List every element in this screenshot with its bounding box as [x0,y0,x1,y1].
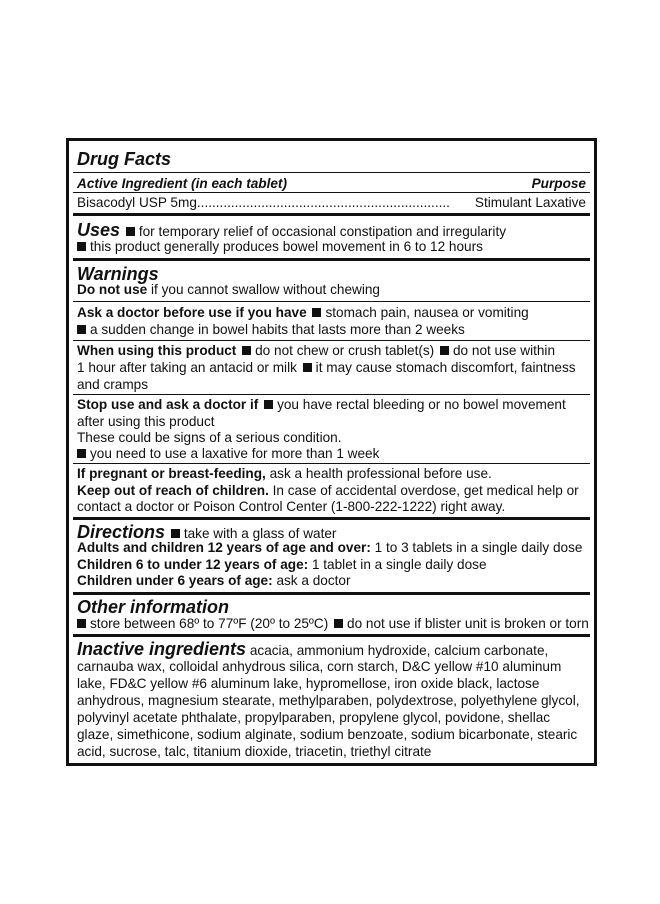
directions-heading: Directions [77,522,166,542]
bullet-square-icon [312,308,321,317]
directions-intro: take with a glass of water [183,526,337,541]
bullet-square-icon [77,242,86,251]
drug-facts-panel [66,138,597,766]
section-divider [73,592,590,595]
bullet-square-icon [77,325,86,334]
pregnant-row [77,465,586,482]
uses-item: this product generally produces bowel movement in 6 to 12 hours [90,239,483,254]
bullet-square-icon [440,346,449,355]
divider [73,192,590,193]
inactive-line: anhydrous, magnesium stearate, methylparaben, polydextrose, polyethylene glycol, [77,693,580,708]
section-divider [73,213,590,216]
active-ingredient-name: Bisacodyl USP 5mg [77,195,197,210]
uses-item: for temporary relief of occasional constipation and irregularity [138,224,507,239]
divider [73,172,590,173]
when-using-item-cont: and cramps [77,377,149,392]
ask-doctor-row-2 [77,321,586,338]
keep-out-row-1 [77,482,586,499]
inactive-row-1 [77,639,586,659]
stop-use-item: you need to use a laxative for more than 1 week [90,446,380,461]
when-using-item: do not chew or crush tablet(s) [255,343,435,358]
uses-line-2 [77,238,586,255]
pregnant-text: ask a health professional before use. [269,466,492,481]
bullet-square-icon [264,400,273,409]
do-not-use-label: Do not use [77,282,148,297]
directions-row [77,539,586,556]
active-ingredient-purpose: Stimulant Laxative [474,195,586,210]
directions-row-text: 1 to 3 tablets in a single daily dose [374,540,583,555]
stop-use-row-2 [77,413,586,430]
inactive-line: lake, FD&C yellow #6 aluminum lake, hypromellose, iron oxide black, lactose [77,676,540,691]
active-ingredient-header-row [77,175,586,192]
stop-use-row-4 [77,445,586,462]
stop-use-label: Stop use and ask a doctor if [77,397,259,412]
inactive-heading: Inactive ingredients [77,639,247,659]
directions-row-label: Adults and children 12 years of age and over: [77,540,371,555]
active-ingredient-header: Active Ingredient (in each tablet) [77,176,287,191]
uses-line-1 [77,220,586,240]
purpose-header: Purpose [531,176,586,191]
when-using-row-2 [77,359,586,376]
do-not-use-row [77,281,586,298]
directions-row-text: ask a doctor [276,573,351,588]
directions-row [77,556,586,573]
warnings-heading: Warnings [77,264,159,284]
bullet-square-icon [126,227,135,236]
inactive-line: polyvinyl acetate phthalate, propylparaben, propylene glycol, povidone, shellac [77,710,551,725]
pregnant-label: If pregnant or breast-feeding, [77,466,266,481]
bullet-square-icon [77,619,86,628]
inactive-line: carnauba wax, colloidal anhydrous silica, corn starch, D&C yellow #10 aluminum [77,659,562,674]
stop-use-item-cont: after using this product [77,414,215,429]
other-info-heading: Other information [77,597,229,617]
keep-out-label: Keep out of reach of children. [77,483,269,498]
when-using-row-3 [77,376,586,393]
uses-heading: Uses [77,220,121,240]
other-info-item: do not use if blister unit is broken or torn [347,616,589,631]
stop-use-note: These could be signs of a serious condition. [77,430,342,445]
stop-use-item: you have rectal bleeding or no bowel movement [277,397,566,412]
directions-row [77,572,586,589]
keep-out-text: In case of accidental overdose, get medical help or [272,483,579,498]
section-divider [73,258,590,261]
bullet-square-icon [334,619,343,628]
section-divider [73,517,590,520]
section-divider [73,634,590,637]
ask-doctor-label: Ask a doctor before use if you have [77,305,307,320]
stop-use-row-1 [77,396,586,413]
ask-doctor-item: a sudden change in bowel habits that lasts more than 2 weeks [90,322,465,337]
directions-row-text: 1 tablet in a single daily dose [311,557,487,572]
inactive-line: acid, sucrose, talc, titanium dioxide, triacetin, triethyl citrate [77,744,432,759]
dot-leader: ................................................................... [196,195,450,210]
divider [73,394,590,395]
other-info-item: store between 68º to 77ºF (20º to 25ºC) [90,616,329,631]
active-ingredient-row [77,194,586,211]
directions-row-label: Children under 6 years of age: [77,573,273,588]
bullet-square-icon [171,529,180,538]
keep-out-row-2: contact a doctor or Poison Control Center (1-800-222-1222) right away. [77,499,506,514]
directions-row-label: Children 6 to under 12 years of age: [77,557,309,572]
bullet-square-icon [77,449,86,458]
when-using-row-1 [77,342,586,359]
inactive-line: acacia, ammonium hydroxide, calcium carbonate, [249,643,549,658]
divider [73,463,590,464]
bullet-square-icon [242,346,251,355]
drug-facts-title: Drug Facts [77,149,172,169]
when-using-item: it may cause stomach discomfort, faintness [315,360,576,375]
when-using-item: do not use within [452,343,556,358]
divider [73,301,590,302]
do-not-use-text: if you cannot swallow without chewing [151,282,380,297]
other-info-row [77,615,589,632]
when-using-item-cont: 1 hour after taking an antacid or milk [77,360,297,375]
when-using-label: When using this product [77,343,237,358]
inactive-line: glaze, simethicone, sodium alginate, sodium benzoate, sodium bicarbonate, stearic [77,727,578,742]
divider [73,340,590,341]
ask-doctor-row-1 [77,304,586,321]
bullet-square-icon [303,363,312,372]
ask-doctor-item: stomach pain, nausea or vomiting [325,305,529,320]
